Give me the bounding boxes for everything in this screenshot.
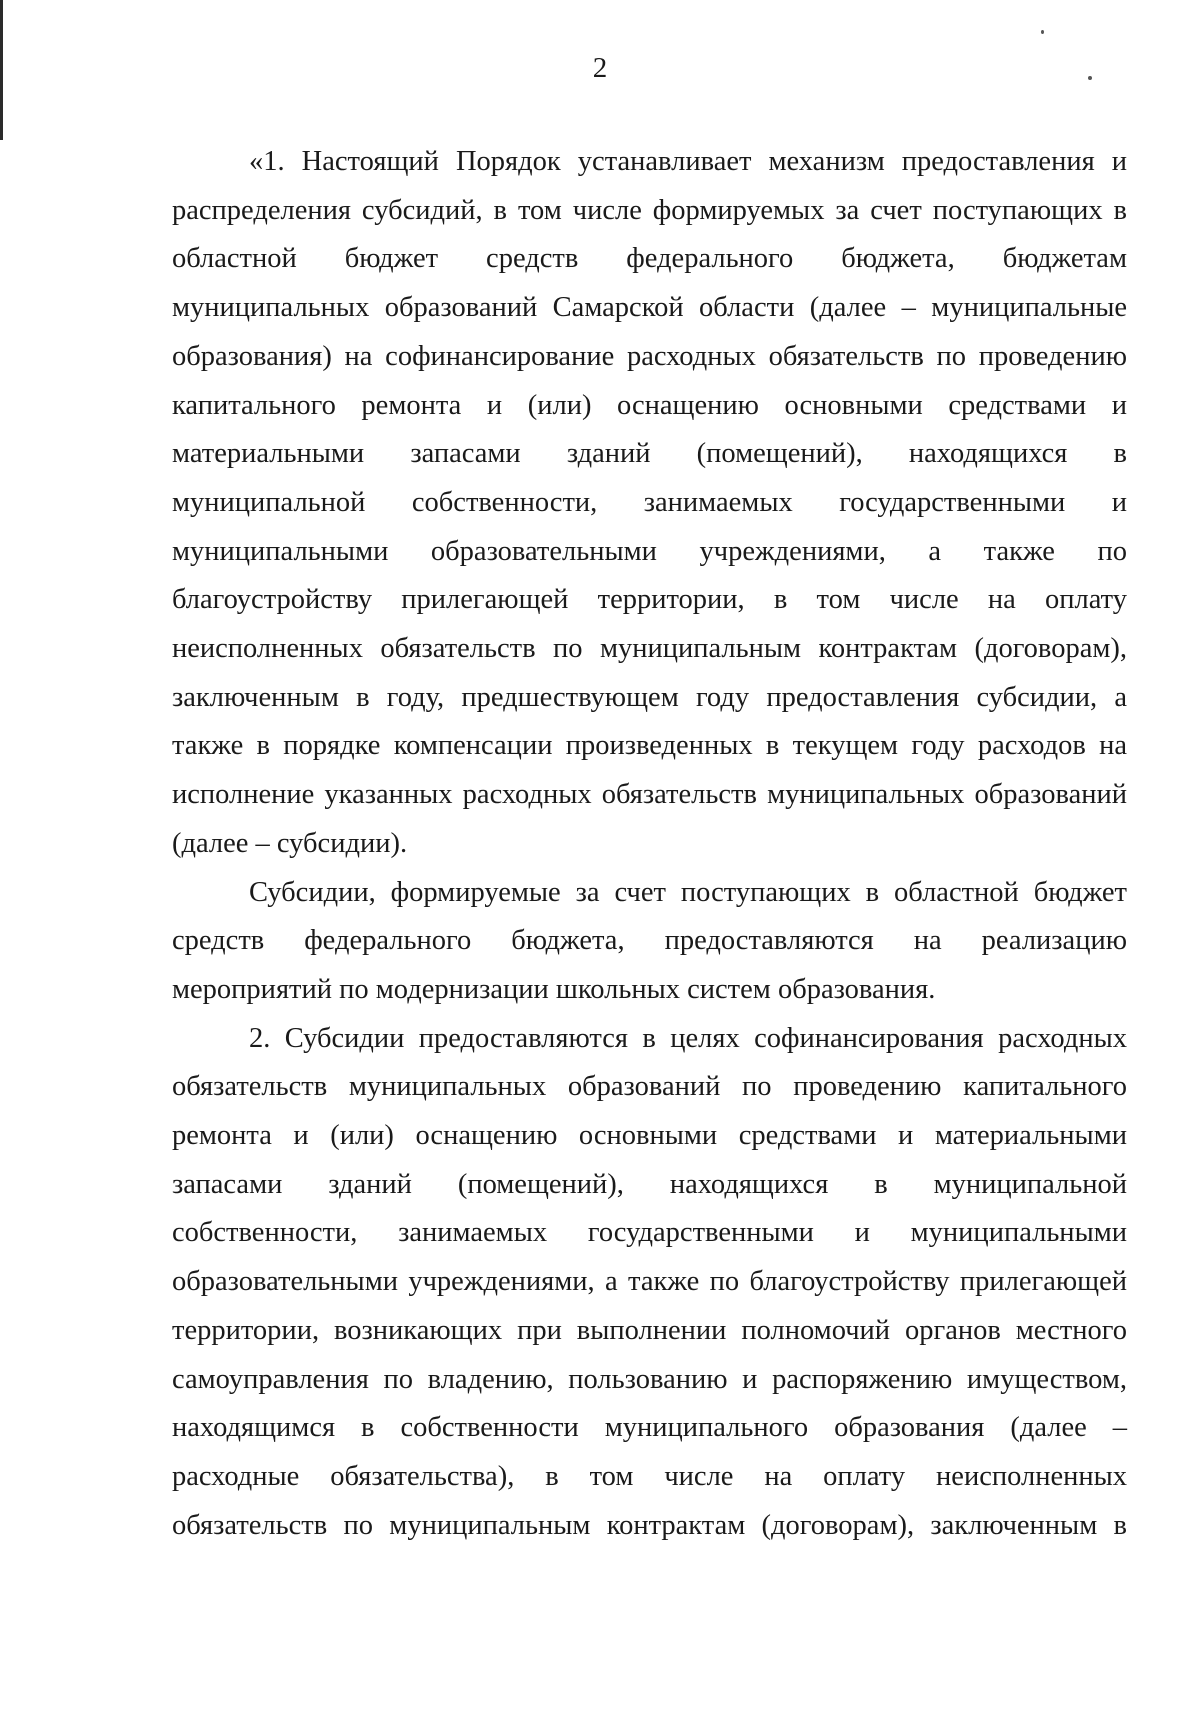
text-line: заключенным в году, предшествующем году предоставления субсидии, а [172, 681, 1127, 713]
text-line: находящимся в собственности муниципального образования (далее – [172, 1412, 1127, 1444]
text-line: также в порядке компенсации произведенных в текущем году расходов на [172, 730, 1127, 762]
text-line: материальными запасами зданий (помещений), находящихся в [172, 438, 1127, 470]
text-line: муниципальной собственности, занимаемых государственными и [172, 486, 1127, 518]
document-body [172, 138, 1127, 1550]
text-line: собственности, занимаемых государственными и муниципальными [172, 1217, 1127, 1249]
text-line: благоустройству прилегающей территории, в том числе на оплату [172, 584, 1127, 616]
page-number: 2 [592, 52, 608, 84]
text-line: территории, возникающих при выполнении полномочий органов местного [172, 1314, 1127, 1346]
text-line: запасами зданий (помещений), находящихся в муниципальной [172, 1168, 1127, 1200]
text-line: обязательств по муниципальным контрактам (договорам), заключенным в [172, 1509, 1127, 1541]
text-line: 2. Субсидии предоставляются в целях софинансирования расходных [249, 1022, 1127, 1054]
text-line: капитального ремонта и (или) оснащению основными средствами и [172, 389, 1127, 421]
scan-speck [1041, 30, 1044, 34]
text-line: исполнение указанных расходных обязательств муниципальных образований [172, 779, 1127, 811]
text-line: (далее – субсидии). [172, 827, 408, 859]
text-line: образования) на софинансирование расходных обязательств по проведению [172, 340, 1127, 372]
text-line: расходные обязательства), в том числе на оплату неисполненных [172, 1460, 1127, 1492]
paragraph-1 [172, 138, 1127, 869]
text-line: обязательств муниципальных образований по проведению капитального [172, 1071, 1127, 1103]
text-line: «1. Настоящий Порядок устанавливает механизм предоставления и [249, 146, 1127, 177]
text-line: муниципальными образовательными учреждениями, а также по [172, 535, 1127, 567]
text-line: неисполненных обязательств по муниципальным контрактам (договорам), [172, 633, 1127, 665]
text-line: мероприятий по модернизации школьных систем образования. [172, 973, 936, 1005]
text-line: муниципальных образований Самарской области (далее – муниципальные [172, 292, 1127, 324]
paragraph-3 [172, 1015, 1127, 1551]
text-line: образовательными учреждениями, а также по благоустройству прилегающей [172, 1266, 1127, 1298]
text-line: ремонта и (или) оснащению основными средствами и материальными [172, 1120, 1127, 1152]
text-line: распределения субсидий, в том числе формируемых за счет поступающих в [172, 194, 1127, 226]
paragraph-2 [172, 869, 1127, 1015]
text-line: средств федерального бюджета, предоставляются на реализацию [172, 925, 1127, 957]
text-line: областной бюджет средств федерального бюджета, бюджетам [172, 243, 1127, 275]
text-line: самоуправления по владению, пользованию и распоряжению имуществом, [172, 1363, 1127, 1395]
text-line: Субсидии, формируемые за счет поступающих в областной бюджет [249, 876, 1127, 908]
